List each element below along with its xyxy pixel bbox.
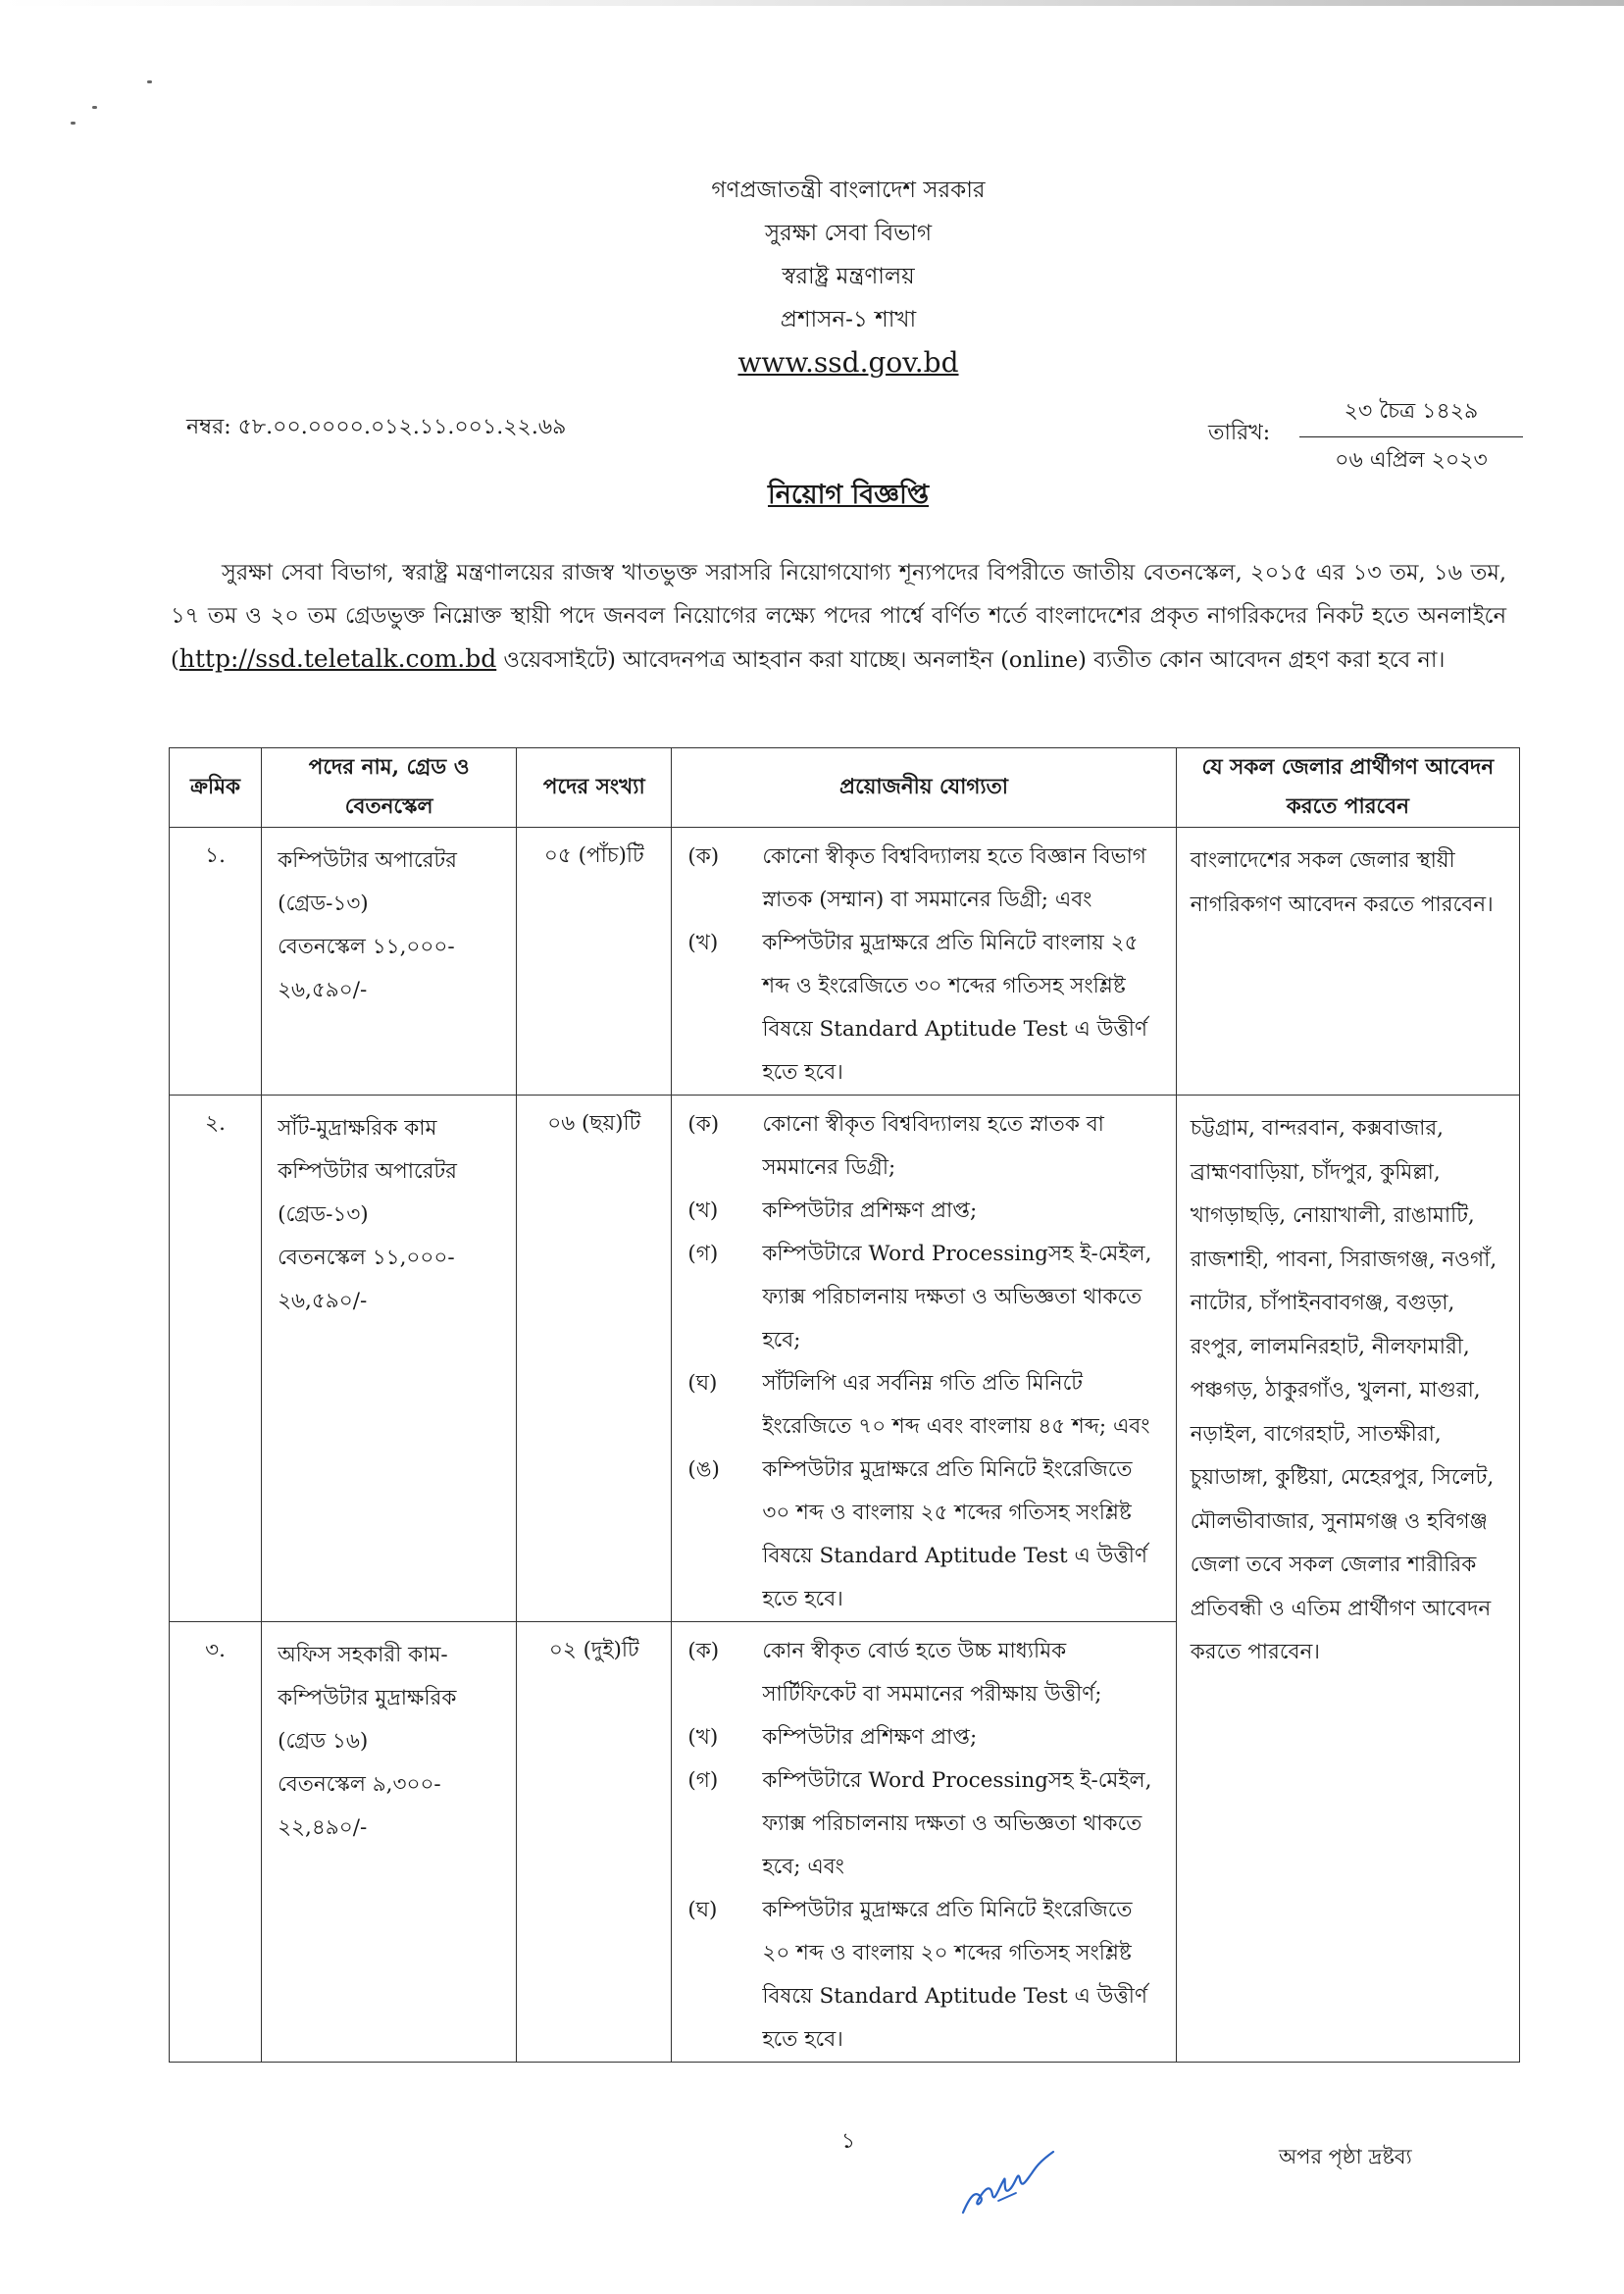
- post-scale-line: ২৬,৫৯০/-: [278, 978, 368, 1002]
- post-grade-line: (গ্রেড ১৬): [278, 1729, 369, 1754]
- qualification-text: কম্পিউটার প্রশিক্ষণ প্রাপ্ত;: [762, 1725, 978, 1750]
- post-scale-line: ২৬,৫৯০/-: [278, 1289, 368, 1313]
- ministry-name: স্বরাষ্ট্র মন্ত্রণালয়: [782, 264, 915, 289]
- header-post-name: পদের নাম, গ্রেড ও বেতনস্কেল: [262, 748, 517, 828]
- post-name-line: সাঁট-মুদ্রাক্ষরিক কাম: [278, 1116, 437, 1141]
- scan-edge-shadow: [0, 0, 1624, 6]
- table-row: [170, 828, 1520, 1096]
- qualification-label: (খ): [687, 1198, 719, 1223]
- qualification-item: [682, 1233, 1165, 1362]
- date-english: ০৬ এপ্রিল ২০২৩: [1335, 448, 1488, 473]
- table-row: [170, 1096, 1520, 1622]
- qualification-label: (গ): [687, 1242, 719, 1266]
- post-name-line: কম্পিউটার মুদ্রাক্ষরিক: [278, 1686, 457, 1710]
- qualification-label: (ঘ): [687, 1371, 718, 1396]
- post-name-cell: [262, 1622, 517, 2063]
- header-districts: যে সকল জেলার প্রার্থীগণ আবেদন করতে পারবেন: [1176, 748, 1519, 828]
- scan-speck: [147, 80, 152, 83]
- qualification-text: কম্পিউটারে Word Processingসহ ই-মেইল, ফ্যাক্স পরিচালনায় দক্ষতা ও অভিজ্ঞতা থাকতে হবে;: [762, 1242, 1152, 1352]
- table-header-row: [170, 748, 1520, 828]
- branch-name: প্রশাসন-১ শাখা: [780, 307, 917, 332]
- post-name-cell: [262, 828, 517, 1096]
- notice-title-text: নিয়োগ বিজ্ঞপ্তি: [767, 480, 930, 510]
- qualification-cell: [672, 1096, 1176, 1622]
- post-scale-line: বেতনস্কেল ১১,০০০-: [278, 935, 455, 959]
- qualification-text: কম্পিউটার মুদ্রাক্ষরে প্রতি মিনিটে ইংরেজিতে ৩০ শব্দ ও বাংলায় ২৫ শব্দের গতিসহ সংশ্লিষ্ট বিষয়ে Standard Aptitude Test এ উত্তীর্ণ হতে হবে।: [762, 1457, 1147, 1611]
- handwritten-signature: [959, 2140, 1077, 2218]
- post-name-line: অফিস সহকারী কাম-: [278, 1643, 448, 1667]
- qualification-label: (ক): [687, 1639, 720, 1663]
- qualification-text: কোনো স্বীকৃত বিশ্ববিদ্যালয় হতে বিজ্ঞান বিভাগ স্নাতক (সম্মান) বা সমমানের ডিগ্রী; এবং: [762, 844, 1146, 912]
- scan-speck: [71, 122, 76, 125]
- header-serial: ক্রমিক: [170, 748, 262, 828]
- post-grade-line: (গ্রেড-১৩): [278, 892, 369, 916]
- qualification-label: (ক): [687, 1112, 720, 1137]
- qualification-label: (খ): [687, 1725, 719, 1750]
- qualification-text: সাঁটলিপি এর সর্বনিম্ন গতি প্রতি মিনিটে ইংরেজিতে ৭০ শব্দ এবং বাংলায় ৪৫ শব্দ; এবং: [762, 1371, 1150, 1439]
- page-number: ১: [840, 2129, 856, 2154]
- scan-speck: [92, 106, 97, 109]
- website-link[interactable]: www.ssd.gov.bd: [737, 346, 959, 379]
- row-serial: ১.: [170, 828, 262, 1096]
- post-name-cell: [262, 1096, 517, 1622]
- date-bangla: ২৩ চৈত্র ১৪২৯: [1299, 394, 1523, 437]
- date-label: তারিখ:: [1208, 421, 1271, 445]
- row-serial: ৩.: [170, 1622, 262, 2063]
- post-name-line: কম্পিউটার অপারেটর: [278, 848, 457, 873]
- qualification-item: [682, 1362, 1165, 1449]
- qualification-cell: [672, 1622, 1176, 2063]
- qualification-item: [682, 1190, 1165, 1233]
- qualification-label: (খ): [687, 931, 719, 955]
- qualification-label: (ঘ): [687, 1898, 718, 1922]
- qualification-item: [682, 836, 1165, 922]
- intro-paragraph: [171, 551, 1506, 682]
- qualification-item: [682, 922, 1165, 1095]
- signature-stroke: [963, 2152, 1053, 2213]
- qualification-item: [682, 1759, 1165, 1889]
- qualification-item: [682, 1449, 1165, 1621]
- header-post-count: পদের সংখ্যা: [517, 748, 672, 828]
- intro-text-before: সুরক্ষা সেবা বিভাগ, স্বরাষ্ট্র মন্ত্রণালয়ের রাজস্ব খাতভুক্ত সরাসরি নিয়োগযোগ্য শূন্যপদের বিপরীতে জাতীয় বেতনস্কেল, ২০১৫ এর ১৩ তম, ১৬ তম, ১৭ তম ও ২০ তম গ্রেডভুক্ত নিম্নোক্ত স্থায়ী পদে জনবল নিয়োগের লক্ষ্যে পদের পার্শ্বে বর্ণিত শর্তে বাংলাদেশের প্রকৃত নাগরিকদের নিকট হতে অনলাইনে (: [171, 560, 1506, 673]
- intro-text-after: ওয়েবসাইটে) আবেদনপত্র আহবান করা যাচ্ছে। অনলাইন (online) ব্যতীত কোন আবেদন গ্রহণ করা হবে না।: [496, 647, 1446, 673]
- memo-number: নম্বর: ৫৮.০০.০০০০.০১২.১১.০০১.২২.৬৯: [186, 415, 567, 439]
- post-count: ০৫ (পাঁচ)টি: [517, 828, 672, 1096]
- post-count: ০২ (দুই)টি: [517, 1622, 672, 2063]
- memo-date: [1299, 394, 1523, 480]
- post-scale-line: বেতনস্কেল ৯,৩০০-: [278, 1772, 441, 1797]
- post-grade-line: (গ্রেড-১৩): [278, 1202, 369, 1227]
- qualification-text: কোন স্বীকৃত বোর্ড হতে উচ্চ মাধ্যমিক সার্টিফিকেট বা সমমানের পরীক্ষায় উত্তীর্ণ;: [762, 1639, 1102, 1707]
- division-name: সুরক্ষা সেবা বিভাগ: [764, 221, 933, 246]
- row-serial: ২.: [170, 1096, 262, 1622]
- qualification-text: কোনো স্বীকৃত বিশ্ববিদ্যালয় হতে স্নাতক বা সমমানের ডিগ্রী;: [762, 1112, 1104, 1180]
- letterhead: [0, 169, 1624, 384]
- header-qualification: প্রয়োজনীয় যোগ্যতা: [672, 748, 1176, 828]
- post-scale-line: ২২,৪৯০/-: [278, 1815, 368, 1840]
- qualification-text: কম্পিউটার প্রশিক্ষণ প্রাপ্ত;: [762, 1198, 978, 1223]
- qualification-item: [682, 1630, 1165, 1716]
- qualification-label: (ক): [687, 844, 720, 869]
- eligible-districts: চট্টগ্রাম, বান্দরবান, কক্সবাজার, ব্রাহ্মণবাড়িয়া, চাঁদপুর, কুমিল্লা, খাগড়াছড়ি, নোয়াখালী, রাঙামাটি, রাজশাহী, পাবনা, সিরাজগঞ্জ, নওগাঁ, নাটোর, চাঁপাইনবাবগঞ্জ, বগুড়া, রংপুর, লালমনিরহাট, নীলফামারী, পঞ্চগড়, ঠাকুরগাঁও, খুলনা, মাগুরা, নড়াইল, বাগেরহাট, সাতক্ষীরা, চুয়াডাঙ্গা, কুষ্টিয়া, মেহেরপুর, সিলেট, মৌলভীবাজার, সুনামগঞ্জ ও হবিগঞ্জ জেলা তবে সকল জেলার শারীরিক প্রতিবন্ধী ও এতিম প্রার্থীগণ আবেদন করতে পারবেন।: [1176, 1096, 1519, 2063]
- qualification-label: (গ): [687, 1768, 719, 1793]
- post-scale-line: বেতনস্কেল ১১,০০০-: [278, 1246, 455, 1270]
- post-name-line: কম্পিউটার অপারেটর: [278, 1159, 457, 1184]
- continued-note: অপর পৃষ্ঠা দ্রষ্টব্য: [1279, 2145, 1412, 2168]
- qualification-label: (ঙ): [687, 1457, 720, 1482]
- eligible-districts: বাংলাদেশের সকল জেলার স্থায়ী নাগরিকগণ আবেদন করতে পারবেন।: [1176, 828, 1519, 1096]
- signature-stroke: [998, 2193, 1016, 2201]
- post-count: ০৬ (ছয়)টি: [517, 1096, 672, 1622]
- qualification-item: [682, 1889, 1165, 2062]
- qualification-text: কম্পিউটার মুদ্রাক্ষরে প্রতি মিনিটে ইংরেজিতে ২০ শব্দ ও বাংলায় ২০ শব্দের গতিসহ সংশ্লিষ্ট বিষয়ে Standard Aptitude Test এ উত্তীর্ণ হতে হবে।: [762, 1898, 1147, 2052]
- government-name: গণপ্রজাতন্ত্রী বাংলাদেশ সরকার: [711, 178, 986, 203]
- posts-table: [169, 747, 1520, 2063]
- page-title: [0, 475, 1624, 519]
- qualification-item: [682, 1103, 1165, 1190]
- qualification-item: [682, 1716, 1165, 1759]
- teletalk-link[interactable]: http://ssd.teletalk.com.bd: [178, 644, 497, 673]
- qualification-text: কম্পিউটারে Word Processingসহ ই-মেইল, ফ্যাক্স পরিচালনায় দক্ষতা ও অভিজ্ঞতা থাকতে হবে; এবং: [762, 1768, 1152, 1879]
- qualification-cell: [672, 828, 1176, 1096]
- qualification-text: কম্পিউটার মুদ্রাক্ষরে প্রতি মিনিটে বাংলায় ২৫ শব্দ ও ইংরেজিতে ৩০ শব্দের গতিসহ সংশ্লিষ্ট বিষয়ে Standard Aptitude Test এ উত্তীর্ণ হতে হবে।: [762, 931, 1147, 1085]
